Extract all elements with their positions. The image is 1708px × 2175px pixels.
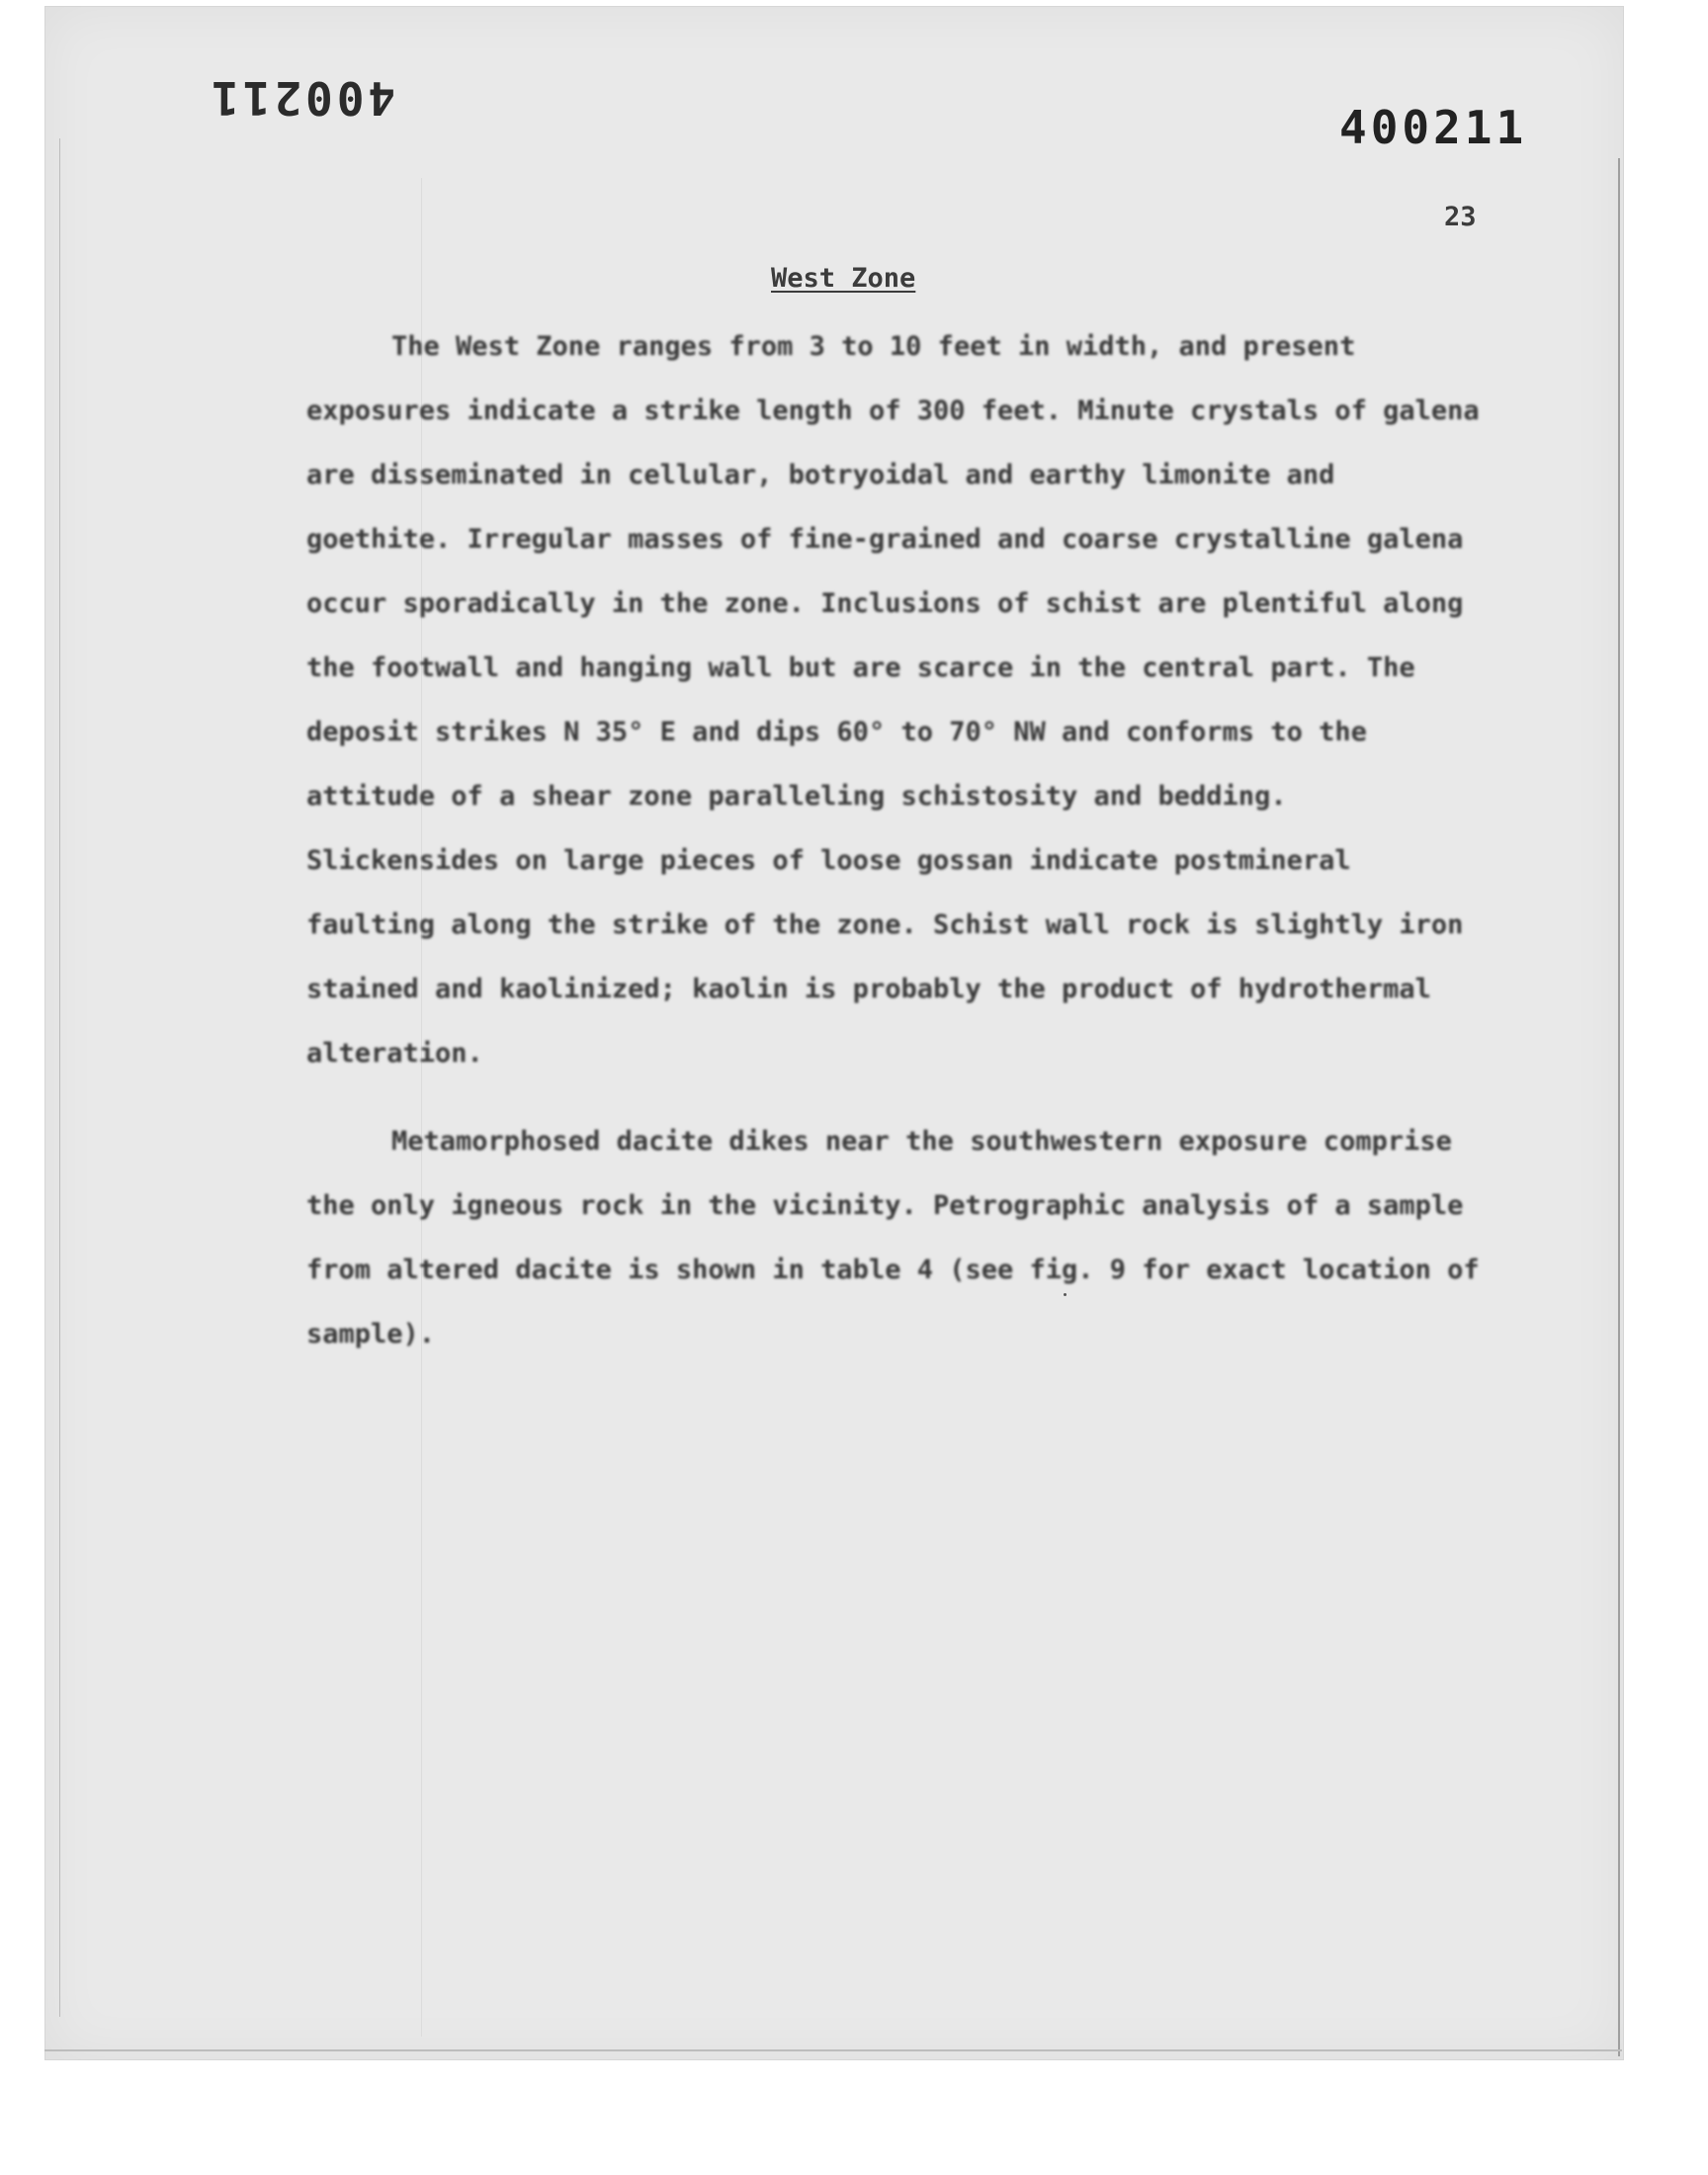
stamp-number: 400211 <box>1339 101 1528 154</box>
body-paragraph: Metamorphosed dacite dikes near the southwestern exposure comprise the only igneous rock in the vicinity. Petrographic analysis of a sample from altered dacite is shown in table 4 (see fig. 9 for exact location of sample). <box>306 1126 1480 1349</box>
speck-mark <box>1064 1293 1067 1296</box>
page-number: 23 <box>1444 202 1477 232</box>
sheet-bottom-edge <box>44 2049 1622 2051</box>
body-paragraph: The West Zone ranges from 3 to 10 feet in width, and present exposures indicate a strike length of 300 feet. Minute crystals of galena are disseminated in cellular, botryoidal and earthy limonite and goethite. Irregular masses of fine-grained and coarse crystalline galena occur sporadically in the zone. Inclusions of schist are plentiful along the footwall and hanging wall but are scarce in the central part. The deposit strikes N 35° E and dips 60° to 70° NW and conforms to the attitude of a shear zone paralleling schistosity and bedding. Slickensides on large pieces of loose gossan indicate postmineral faulting along the strike of the zone. Schist wall rock is slightly iron stained and kaolinized; kaolin is probably the product of hydrothermal alteration. <box>306 331 1480 1069</box>
sheet-left-edge <box>59 138 60 2017</box>
section-title: West Zone <box>771 263 916 294</box>
stamp-number-inverted: 400211 <box>208 71 396 125</box>
sheet-right-edge <box>1618 158 1620 2056</box>
